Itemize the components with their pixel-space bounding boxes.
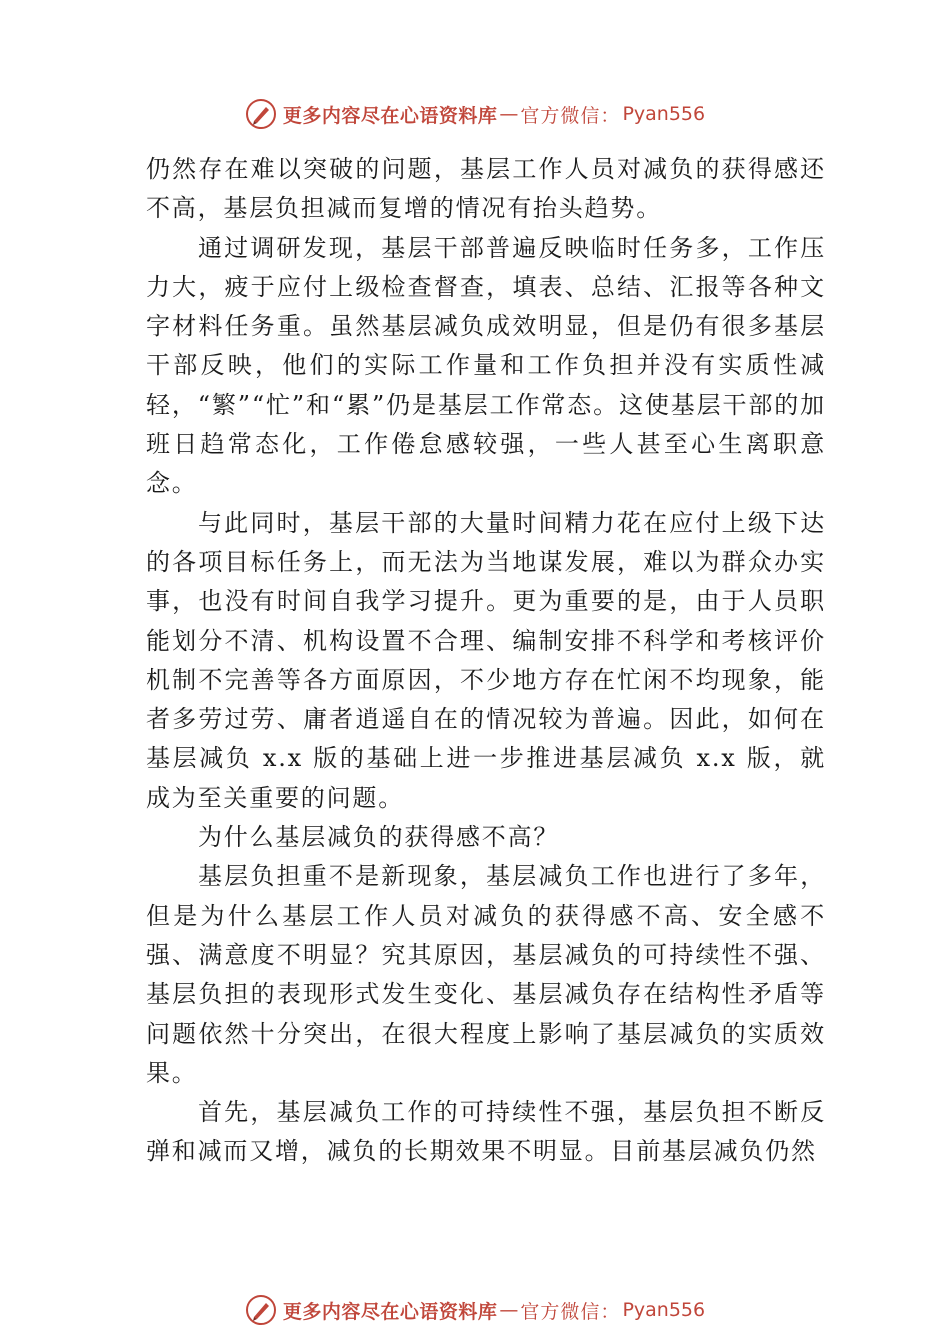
paragraph: 与此同时，基层干部的大量时间精力花在应付上级下达的各项目标任务上，而无法为当地谋发展，难以为群众办实事，也没有时间自我学习提升。更为重要的是，由于人员职能划分不清、机构设置不合理、编制安排不科学和考核评价机制不完善等各方面原因，不少地方存在忙闲不均现象，能者多劳过劳、庸者逍遥自在的情况较为普遍。因此，如何在基层减负 x.x 版的基础上进一步推进基层减负 x.x 版，就成为至关重要的问题。 bbox=[146, 508, 826, 812]
section-question: 为什么基层减负的获得感不高？ bbox=[198, 823, 560, 852]
footer-banner bbox=[0, 1290, 950, 1330]
header-official: 官方微信： bbox=[520, 104, 621, 127]
header-separator: — bbox=[499, 103, 519, 125]
header-wechat-id: Pyan556 bbox=[622, 103, 706, 125]
footer-wechat-id: Pyan556 bbox=[622, 1299, 706, 1321]
document-body bbox=[146, 150, 826, 1172]
pen-logo-icon bbox=[245, 98, 277, 130]
header-brand: 更多内容尽在心语资料库 bbox=[282, 104, 498, 127]
footer-brand: 更多内容尽在心语资料库 bbox=[282, 1300, 498, 1323]
paragraph: 首先，基层减负工作的可持续性不强，基层负担不断反弹和减而又增，减负的长期效果不明显。目前基层减负仍然 bbox=[146, 1098, 826, 1166]
footer-separator: — bbox=[499, 1299, 519, 1321]
pen-logo-icon bbox=[245, 1294, 277, 1326]
paragraph: 基层负担重不是新现象，基层减负工作也进行了多年，但是为什么基层工作人员对减负的获得感不高、安全感不强、满意度不明显？究其原因，基层减负的可持续性不强、基层负担的表现形式发生变化、基层减负存在结构性矛盾等问题依然十分突出，在很大程度上影响了基层减负的实质效果。 bbox=[146, 862, 826, 1087]
paragraph: 仍然存在难以突破的问题，基层工作人员对减负的获得感还不高，基层负担减而复增的情况有抬头趋势。 bbox=[146, 155, 826, 223]
header-banner bbox=[0, 94, 950, 134]
paragraph: 通过调研发现，基层干部普遍反映临时任务多，工作压力大，疲于应付上级检查督查，填表、总结、汇报等各种文字材料任务重。虽然基层减负成效明显，但是仍有很多基层干部反映，他们的实际工作量和工作负担并没有实质性减轻，“繁”“忙”和“累”仍是基层工作常态。这使基层干部的加班日趋常态化，工作倦怠感较强，一些人甚至心生离职意念。 bbox=[146, 233, 826, 498]
footer-official: 官方微信： bbox=[520, 1300, 621, 1323]
